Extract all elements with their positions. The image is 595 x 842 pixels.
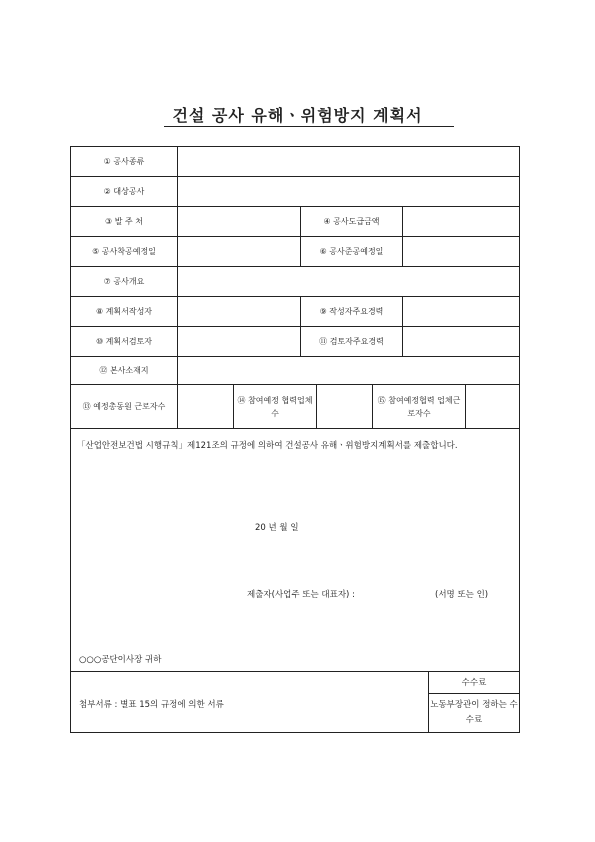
field-completion-date[interactable] — [403, 237, 519, 266]
label-author: ⑧ 계획서작성자 — [71, 297, 178, 326]
date-line: 20 년 월 일 — [255, 523, 299, 533]
document-title: 건설 공사 유해ㆍ위험방지 계획서 — [172, 106, 423, 125]
row-orderer — [71, 207, 519, 237]
field-partner-workers[interactable] — [466, 385, 519, 428]
submitter-line: 제출자(사업주 또는 대표자) : — [247, 590, 355, 600]
row-construction-type — [71, 147, 519, 177]
field-target-project[interactable] — [178, 177, 519, 206]
label-reviewer: ⑩ 계획서검토자 — [71, 327, 178, 356]
label-construction-type: ① 공사종류 — [71, 147, 178, 176]
label-total-workers: ⑬ 예정총동원 근로자수 — [71, 385, 178, 428]
row-reviewer — [71, 327, 519, 357]
field-overview[interactable] — [178, 267, 519, 296]
submission-statement: 「산업안전보건법 시행규칙」제121조의 규정에 의하여 건설공사 유해ㆍ위험방지계획서를 제출합니다. — [77, 441, 458, 451]
row-dates — [71, 237, 519, 267]
fee-header: 수수료 — [429, 671, 519, 694]
field-partner-companies[interactable] — [317, 385, 373, 428]
row-overview — [71, 267, 519, 297]
application-form — [70, 146, 520, 733]
label-reviewer-career: ⑪ 검토자주요경력 — [301, 327, 403, 356]
label-overview: ⑦ 공사개요 — [71, 267, 178, 296]
title-underline — [164, 126, 454, 127]
signature-note: (서명 또는 인) — [435, 590, 489, 600]
fee-body: 노동부장관이 정하는 수수료 — [430, 699, 518, 725]
fee-box — [428, 671, 519, 732]
field-contract-amount[interactable] — [403, 207, 519, 236]
label-partner-companies: ⑭ 참여예정 협력업체수 — [234, 385, 317, 428]
label-completion-date: ⑥ 공사준공예정일 — [301, 237, 403, 266]
field-start-date[interactable] — [178, 237, 301, 266]
row-target-project — [71, 177, 519, 207]
row-author — [71, 297, 519, 327]
label-hq-address: ⑫ 본사소재지 — [71, 357, 178, 384]
label-partner-workers: ⑮ 참여예정협력 업체근로자수 — [373, 385, 466, 428]
label-contract-amount: ④ 공사도급금액 — [301, 207, 403, 236]
addressee: ○○○공단이사장 귀하 — [79, 655, 162, 665]
field-reviewer[interactable] — [178, 327, 301, 356]
row-workforce — [71, 385, 519, 429]
attachment-note: 첨부서류 : 별표 15의 규정에 의한 서류 — [79, 700, 224, 710]
label-orderer: ③ 발 주 처 — [71, 207, 178, 236]
label-author-career: ⑨ 작성자주요경력 — [301, 297, 403, 326]
label-start-date: ⑤ 공사착공예정일 — [71, 237, 178, 266]
field-author-career[interactable] — [403, 297, 519, 326]
field-hq-address[interactable] — [178, 357, 519, 384]
field-orderer[interactable] — [178, 207, 301, 236]
field-reviewer-career[interactable] — [403, 327, 519, 356]
field-author[interactable] — [178, 297, 301, 326]
label-target-project: ② 대상공사 — [71, 177, 178, 206]
field-total-workers[interactable] — [178, 385, 234, 428]
row-hq-address — [71, 357, 519, 385]
field-construction-type[interactable] — [178, 147, 519, 176]
